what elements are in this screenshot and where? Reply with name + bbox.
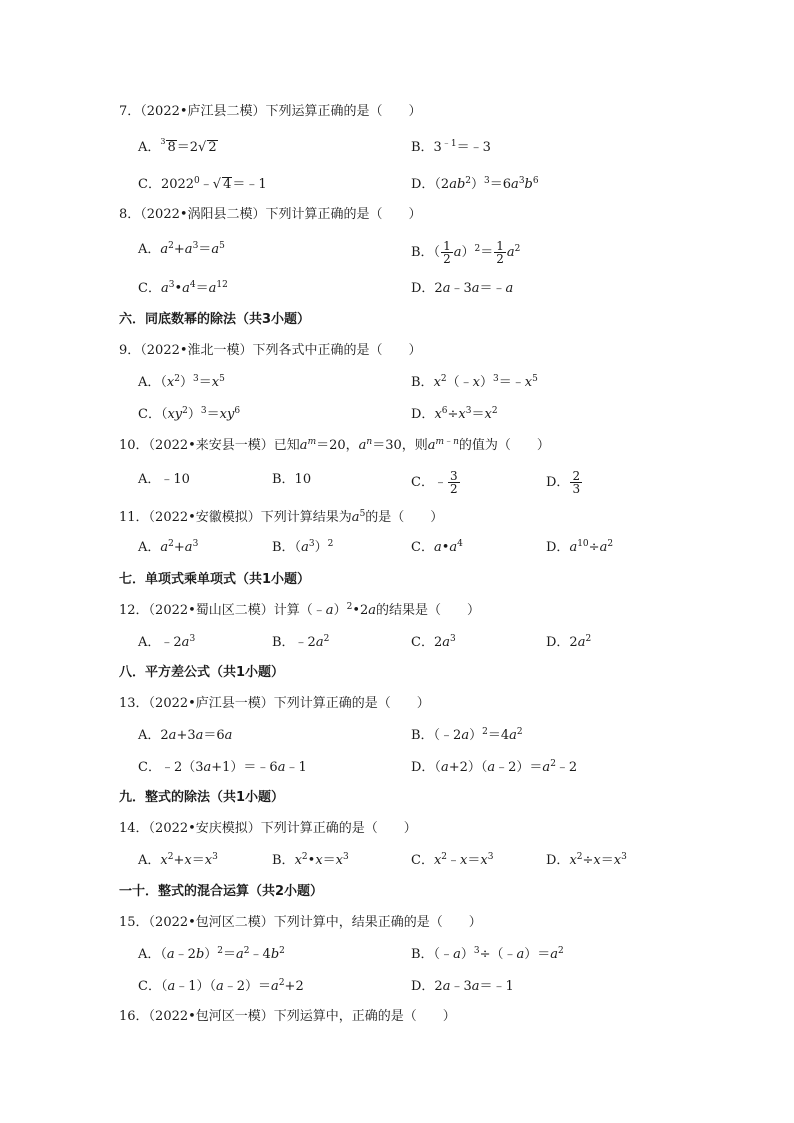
question-13-option-d: D．$(a+2)(a﹣2)=a^2﹣2$ — [411, 759, 578, 775]
question-7-option-b: B．$3^{﹣1}=﹣3$ — [411, 139, 491, 155]
question-9-option-c: C．$(xy^2)^3=xy^6$ — [138, 406, 241, 422]
question-9-stem: 9．（2022•淮北一模）下列各式中正确的是（ ） — [119, 343, 422, 358]
question-14-stem: 14．（2022•安庆模拟）下列计算正确的是（ ） — [119, 821, 417, 836]
question-10-option-d: D． $\frac{2}{3}$ — [546, 469, 581, 496]
question-15-option-d: D．2a﹣3a＝﹣1 — [411, 979, 514, 994]
question-14-option-b: B．$x^2•x=x^3$ — [272, 852, 349, 868]
question-7-option-a: A．$^3$ 8＝2√ 2 — [138, 137, 217, 155]
question-10-stem: 10．（2022•来安县一模）已知$a^m=20$，$a^n=30$，则$a^{m﹣n}$的值为（ ） — [119, 437, 550, 453]
section-8-heading: 八．平方差公式（共1小题） — [119, 665, 285, 680]
question-15-option-a: A．$(a﹣2b)^2=a^2﹣4b^2$ — [138, 946, 285, 962]
question-12-stem: 12．（2022•蜀山区二模）计算（﹣a）$^2$•2a的结果是（ ） — [119, 602, 481, 618]
section-9-heading: 九．整式的除法（共1小题） — [119, 790, 285, 805]
question-11-option-c: C．$a•a^4$ — [411, 539, 463, 555]
question-8-option-a: A．$a^2+a^3=a^5$ — [138, 241, 225, 257]
question-10-option-c: C．﹣ $\frac{3}{2}$ — [411, 469, 458, 496]
question-8-option-d: D．2a﹣3a＝﹣a — [411, 281, 514, 296]
question-14-option-d: D．$x^2\div x=x^3$ — [546, 852, 627, 868]
question-12-option-b: B．$﹣2a^2$ — [272, 634, 330, 650]
question-15-option-c: C．$(a﹣1)(a﹣2)=a^2+2$ — [138, 978, 304, 994]
question-9-option-d: D．$x^6\div x^3=x^2$ — [411, 406, 498, 422]
section-10-heading: 一十．整式的混合运算（共2小题） — [119, 884, 324, 899]
question-8-stem: 8．（2022•涡阳县二模）下列计算正确的是（ ） — [119, 207, 422, 222]
question-12-option-c: C．$2a^3$ — [411, 634, 456, 650]
question-8-option-b: B．（ $\frac{1}{2}$ a）$^2$＝ $\frac{1}{2}$ $a^2$ — [411, 239, 521, 266]
question-14-option-c: C．$x^2﹣x=x^3$ — [411, 852, 494, 868]
question-12-option-d: D．$2a^2$ — [546, 634, 592, 650]
section-6-heading: 六．同底数幂的除法（共3小题） — [119, 312, 311, 327]
question-7-stem: 7．（2022•庐江县二模）下列运算正确的是（ ） — [119, 104, 422, 119]
question-11-option-a: A．$a^2+a^3$ — [138, 539, 199, 555]
question-11-option-b: B．$(a^3)^2$ — [272, 539, 334, 555]
question-12-option-a: A．$﹣2a^3$ — [138, 634, 196, 650]
question-10-option-a: A．﹣10 — [138, 472, 190, 487]
question-10-option-b: B．10 — [272, 472, 312, 487]
question-15-option-b: B．$(﹣a)^3\div(﹣a)=a^2$ — [411, 946, 564, 962]
question-13-option-b: B．$(﹣2a)^2=4a^2$ — [411, 727, 523, 743]
section-7-heading: 七．单项式乘单项式（共1小题） — [119, 572, 311, 587]
question-11-option-d: D．$a^{10}\div a^2$ — [546, 539, 614, 555]
question-9-option-b: B．$x^2(﹣x)^3=﹣x^5$ — [411, 374, 538, 390]
question-13-option-c: C．﹣2（3a+1）＝﹣6a﹣1 — [138, 760, 307, 775]
question-8-option-c: C．$a^3•a^4=a^{12}$ — [138, 280, 228, 296]
question-7-option-d: D．$(2ab^2)^3=6a^3b^6$ — [411, 176, 539, 192]
question-9-option-a: A．$(x^2)^3=x^5$ — [138, 374, 225, 390]
question-13-stem: 13．（2022•庐江县一模）下列计算正确的是（ ） — [119, 696, 430, 711]
question-16-stem: 16．（2022•包河区一模）下列运算中，正确的是（ ） — [119, 1009, 456, 1024]
question-13-option-a: A．2a+3a＝6a — [138, 728, 233, 743]
question-15-stem: 15．（2022•包河区二模）下列计算中，结果正确的是（ ） — [119, 915, 482, 930]
question-14-option-a: A．$x^2+x=x^3$ — [138, 852, 218, 868]
question-7-option-c: C．2022$^0$﹣√ 4＝﹣1 — [138, 176, 267, 192]
question-11-stem: 11．（2022•安徽模拟）下列计算结果为$a^5$的是（ ） — [119, 509, 444, 525]
